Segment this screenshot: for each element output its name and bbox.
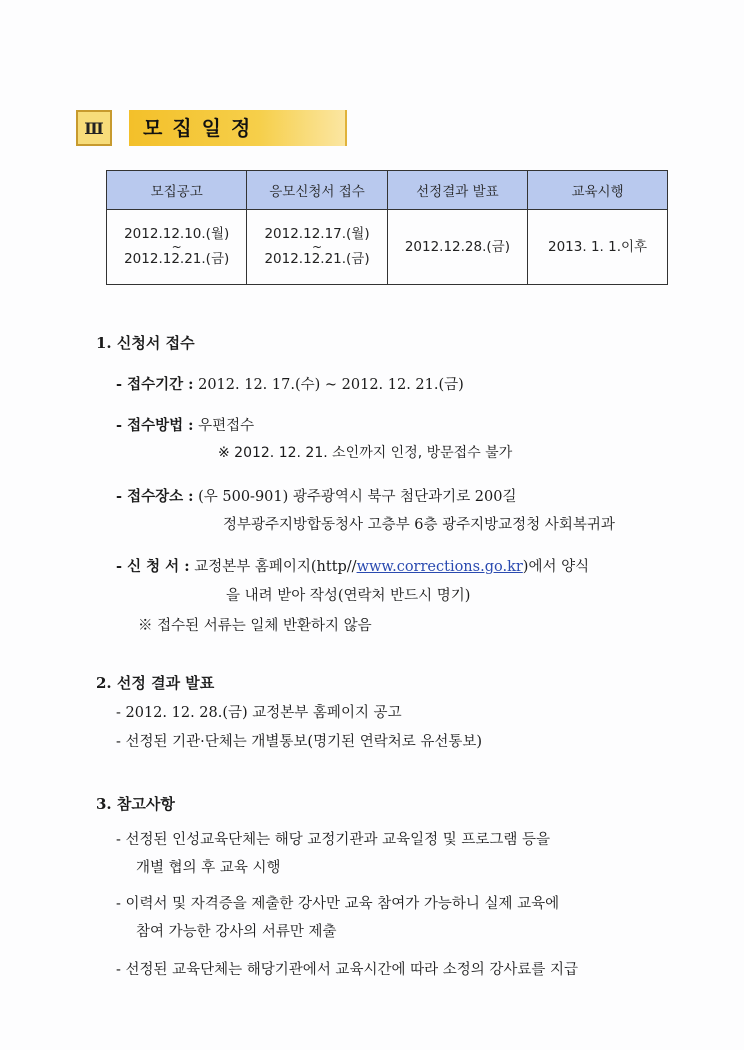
table-header-row [107, 171, 668, 210]
date-separator: ~ [312, 240, 323, 254]
period-value: 2012. 12. 17.(수) ~ 2012. 12. 21.(금) [198, 377, 464, 393]
form-label: - 신 청 서 : [116, 558, 190, 575]
table-header: 선정결과 발표 [387, 171, 527, 210]
method-value: 우편접수 [198, 418, 255, 434]
place-value-2: 정부광주지방합동청사 고층부 6층 광주지방교정청 사회복귀과 [223, 517, 615, 533]
s2-line-2: - 선정된 기관·단체는 개별통보(명기된 연락처로 유선통보) [116, 734, 483, 750]
period-line [116, 373, 464, 394]
form-value-post: )에서 양식 [522, 559, 590, 575]
table-cell: 2013. 1. 1.이후 [528, 210, 668, 285]
form-line [116, 555, 589, 576]
place-value: (우 500-901) 광주광역시 북구 첨단과기로 200길 [198, 489, 517, 505]
note-2b: 참여 가능한 강사의 서류만 제출 [136, 924, 337, 940]
table-header: 교육시행 [528, 171, 668, 210]
schedule-table [106, 170, 668, 285]
table-cell: 2012.12.28.(금) [387, 210, 527, 285]
homepage-link[interactable]: www.corrections.go.kr [356, 559, 523, 575]
method-line [116, 414, 254, 435]
form-value-2: 을 내려 받아 작성(연락처 반드시 명기) [226, 588, 471, 604]
s1-title: 1. 신청서 접수 [96, 334, 195, 352]
table-header: 모집공고 [107, 171, 247, 210]
note-1b: 개별 협의 후 교육 시행 [136, 860, 281, 876]
period-label: - 접수기간 : [116, 376, 194, 393]
method-note: ※ 2012. 12. 21. 소인까지 인정, 방문접수 불가 [218, 445, 513, 461]
method-label: - 접수방법 : [116, 417, 194, 434]
s2-title: 2. 선정 결과 발표 [96, 674, 215, 692]
table-header: 응모신청서 접수 [247, 171, 387, 210]
form-value-pre: 교정본부 홈페이지(http// [194, 559, 357, 575]
section-title: 모집일정 [129, 110, 347, 146]
note-3a: - 선정된 교육단체는 해당기관에서 교육시간에 따라 소정의 강사료를 지급 [116, 962, 578, 978]
table-cell [107, 210, 247, 285]
place-line [116, 485, 517, 506]
date-to: 2012.12.21.(금) [264, 251, 370, 267]
place-label: - 접수장소 : [116, 488, 194, 505]
note-1a: - 선정된 인성교육단체는 해당 교정기관과 교육일정 및 프로그램 등을 [116, 832, 550, 848]
date-from: 2012.12.10.(월) [124, 226, 230, 242]
note-2a: - 이력서 및 자격증을 제출한 강사만 교육 참여가 가능하니 실제 교육에 [116, 896, 560, 912]
date-to: 2012.12.21.(금) [124, 251, 230, 267]
s2-line-1: - 2012. 12. 28.(금) 교정본부 홈페이지 공고 [116, 705, 402, 721]
section-number: Ⅲ [76, 110, 112, 146]
date-from: 2012.12.17.(월) [264, 226, 370, 242]
date-separator: ~ [171, 240, 182, 254]
s3-title: 3. 참고사항 [96, 795, 175, 813]
table-row [107, 210, 668, 285]
table-cell [247, 210, 387, 285]
form-note: ※ 접수된 서류는 일체 반환하지 않음 [138, 618, 372, 634]
